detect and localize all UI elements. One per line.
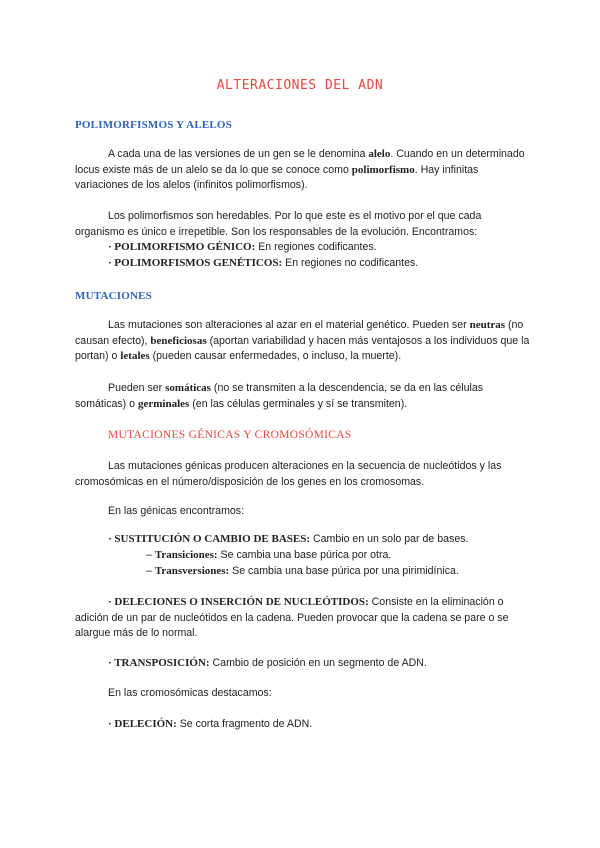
item-text: Consiste en la eliminación o adición de un par de nucleótidos en la cadena. Pueden provocar que la cadena se pare o se alargue más de lo normal.	[75, 596, 509, 639]
text: (pueden causar enfermedades, o incluso, la muerte).	[149, 350, 402, 362]
text: . Hay infinitas variaciones de los alelos (infinitos polimorfismos).	[75, 163, 479, 191]
paragraph-somaticas	[75, 381, 530, 412]
text: A cada una de las versiones de un gen se le denomina	[108, 148, 369, 160]
text: . Cuando en un determinado locus existe más de un alelo se da lo que se conoce como	[75, 148, 525, 176]
item-label: · DELECIONES O INSERCIÓN DE NUCLEÓTIDOS:	[108, 596, 369, 608]
text: Las mutaciones son alteraciones al azar en el material genético. Pueden ser	[108, 319, 470, 331]
text: (no causan efecto),	[75, 319, 524, 347]
bullet-text: En regiones codificantes.	[255, 241, 377, 253]
item-deleciones	[75, 595, 530, 642]
item-label: · DELECIÓN:	[108, 718, 177, 730]
item-sustitucion	[108, 532, 468, 548]
item-label: · TRANSPOSICIÓN:	[108, 657, 210, 669]
paragraph-mutaciones	[75, 318, 530, 365]
bullet-polimorfismo-genico	[108, 240, 377, 256]
bullet-label: · POLIMORFISMO GÉNICO:	[108, 241, 256, 253]
document-title: ALTERACIONES DEL ADN	[216, 78, 384, 93]
heading-mutaciones-genicas: MUTACIONES GÉNICAS Y CROMOSÓMICAS	[108, 429, 352, 441]
heading-mutaciones: MUTACIONES	[75, 290, 152, 302]
text: Pueden ser	[108, 382, 166, 394]
dash: –	[146, 565, 155, 577]
item-label: · SUSTITUCIÓN O CAMBIO DE BASES:	[108, 533, 311, 545]
paragraph-genicas-cromosomicas: Las mutaciones génicas producen alteraciones en la secuencia de nucleótidos y las cromosómicas en el número/disposición de los genes en los cromosomas.	[75, 460, 502, 488]
subitem-text: Se cambia una base púrica por otra.	[217, 549, 392, 561]
subitem-transversiones	[146, 564, 459, 580]
paragraph-heredables: Los polimorfismos son heredables. Por lo que este es el motivo por el que cada organismo es único e irrepetible. Son los responsables de la evolución. Encontramos:	[75, 210, 482, 238]
text: (no se transmiten a la descendencia, se da en las células somáticas) o	[75, 382, 484, 410]
dash: –	[146, 549, 155, 561]
bullet-polimorfismos-geneticos	[108, 256, 418, 272]
term-alelo: alelo	[368, 148, 391, 160]
item-text: Cambio de posición en un segmento de ADN.	[209, 657, 427, 669]
bullet-label: · POLIMORFISMOS GENÉTICOS:	[108, 257, 283, 269]
subitem-label: Transiciones:	[154, 549, 218, 561]
text: (aportan variabilidad y hacen más ventajosos a los individuos que la portan) o	[75, 334, 530, 362]
heading-polimorfismos: POLIMORFISMOS Y ALELOS	[75, 119, 232, 131]
item-text: Cambio en un solo par de bases.	[310, 533, 469, 545]
subitem-text: Se cambia una base púrica por una pirimidínica.	[229, 565, 459, 577]
term-polimorfismo: polimorfismo	[351, 163, 415, 176]
bullet-text: En regiones no codificantes.	[282, 257, 419, 269]
item-delecion	[108, 717, 312, 733]
text-en-las-genicas: En las génicas encontramos:	[108, 505, 245, 517]
text-cromosomicas-destacamos: En las cromosómicas destacamos:	[108, 687, 272, 699]
item-transposicion	[108, 656, 427, 672]
paragraph-alelos	[75, 147, 530, 194]
term-somaticas: somáticas	[165, 382, 211, 394]
subitem-transiciones	[146, 548, 391, 564]
term-letales: letales	[120, 350, 150, 362]
item-text: Se corta fragmento de ADN.	[176, 718, 313, 730]
term-germinales: germinales	[138, 397, 190, 410]
term-neutras: neutras	[469, 319, 506, 331]
text: (en las células germinales y sí se transmiten).	[189, 397, 408, 410]
subitem-label: Transversiones:	[154, 565, 230, 577]
term-beneficiosas: beneficiosas	[150, 334, 207, 347]
